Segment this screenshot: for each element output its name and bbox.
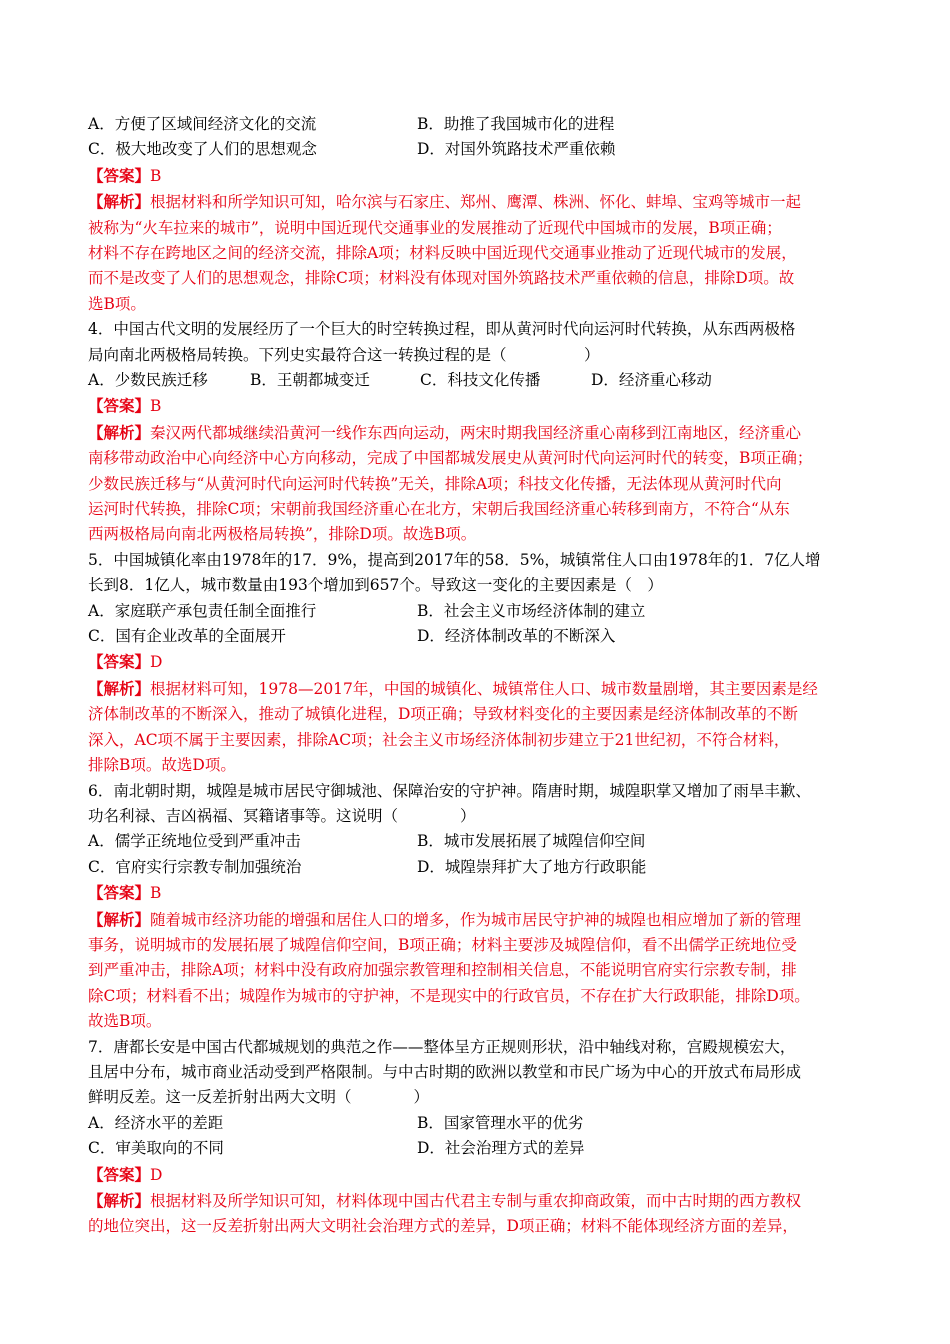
q3-answer bbox=[88, 163, 868, 189]
q6-analysis-line-4: 除C项；材料看不出；城隍作为城市的守护神，不是现实中的行政官员，不存在扩大行政职能，排除D项。 bbox=[88, 986, 810, 1005]
q5-analysis-line-1 bbox=[88, 676, 868, 702]
analysis-label: 【解析】 bbox=[88, 422, 151, 442]
q7-option-a: A．经济水平的差距 bbox=[88, 1113, 224, 1132]
q6-analysis-line-3: 到严重冲击，排除A项；材料中没有政府加强宗教管理和控制相关信息，不能说明官府实行宗教专制，排 bbox=[88, 961, 797, 980]
q6-option-b: B．城市发展拓展了城隍信仰空间 bbox=[417, 832, 646, 851]
answer-value: D bbox=[150, 653, 163, 672]
q3-analysis-line-4: 而不是改变了人们的思想观念，排除C项；材料没有体现对国外筑路技术严重依赖的信息，排除D项。故 bbox=[88, 269, 795, 288]
q3-option-d: D．对国外筑路技术严重依赖 bbox=[417, 140, 616, 159]
q7-option-b: B．国家管理水平的优劣 bbox=[417, 1113, 584, 1132]
q5-analysis-line-4: 排除B项。故选D项。 bbox=[88, 756, 236, 775]
analysis-text: 根据材料可知，1978—2017年，中国的城镇化、城镇常住人口、城市数量剧增，其主要因素是经 bbox=[150, 679, 818, 698]
analysis-label: 【解析】 bbox=[88, 192, 151, 212]
q6-options-row-1 bbox=[88, 829, 868, 854]
q7-stem-line-2: 且居中分布，城市商业活动受到严格限制。与中古时期的欧洲以教堂和市民广场为中心的开放式布局形成 bbox=[88, 1062, 802, 1081]
q6-analysis-line-1 bbox=[88, 907, 868, 933]
q6-stem-line-1: 6．南北朝时期，城隍是城市居民守御城池、保障治安的守护神。隋唐时期，城隍职掌又增加了雨旱丰歉、 bbox=[88, 781, 811, 800]
q6-analysis-line-5: 故选B项。 bbox=[88, 1012, 162, 1031]
analysis-label: 【解析】 bbox=[88, 909, 151, 929]
answer-value: D bbox=[150, 1165, 163, 1184]
page-content bbox=[88, 112, 868, 1240]
q5-option-d: D．经济体制改革的不断深入 bbox=[417, 627, 616, 646]
q7-answer bbox=[88, 1162, 868, 1188]
q4-analysis-line-5: 西两极格局向南北两极格局转换”，排除D项。故选B项。 bbox=[88, 525, 477, 544]
analysis-text: 根据材料和所学知识可知，哈尔滨与石家庄、郑州、鹰潭、株洲、怀化、蚌埠、宝鸡等城市一起 bbox=[150, 193, 802, 212]
q5-option-c: C．国有企业改革的全面展开 bbox=[88, 627, 286, 646]
analysis-label: 【解析】 bbox=[88, 678, 151, 698]
answer-label: 【答案】 bbox=[88, 1164, 151, 1184]
answer-label: 【答案】 bbox=[88, 883, 151, 903]
q4-stem-line-1: 4．中国古代文明的发展经历了一个巨大的时空转换过程，即从黄河时代向运河时代转换，从东西两极格 bbox=[88, 320, 796, 339]
q3-option-c: C．极大地改变了人们的思想观念 bbox=[88, 140, 317, 159]
q7-option-c: C．审美取向的不同 bbox=[88, 1139, 224, 1158]
q3-options-row-1 bbox=[88, 112, 868, 137]
q4-option-b: B．王朝都城变迁 bbox=[250, 371, 370, 390]
q5-answer bbox=[88, 649, 868, 675]
answer-value: B bbox=[150, 397, 162, 416]
q4-analysis-line-1 bbox=[88, 420, 868, 446]
analysis-text: 根据材料及所学知识可知，材料体现中国古代君主专制与重农抑商政策，而中古时期的西方教权 bbox=[150, 1191, 802, 1210]
q7-analysis-line-1 bbox=[88, 1188, 868, 1214]
q4-stem-line-2: 局向南北两极格局转换。下列史实最符合这一转换过程的是（ ） bbox=[88, 345, 600, 364]
q6-stem-line-2: 功名利禄、吉凶祸福、冥籍诸事等。这说明（ ） bbox=[88, 806, 476, 825]
q4-option-d: D．经济重心移动 bbox=[591, 371, 712, 390]
q5-option-b: B．社会主义市场经济体制的建立 bbox=[417, 601, 646, 620]
q5-analysis-line-2: 济体制改革的不断深入，推动了城镇化进程，D项正确；导致材料变化的主要因素是经济体制改革的不断 bbox=[88, 705, 798, 724]
q7-stem-line-1: 7．唐都长安是中国古代都城规划的典范之作——整体呈方正规则形状，沿中轴线对称，宫殿规模宏大， bbox=[88, 1037, 796, 1056]
q5-options-row-1 bbox=[88, 599, 868, 624]
analysis-text: 秦汉两代都城继续沿黄河一线作东西向运动，两宋时期我国经济重心南移到江南地区，经济重心 bbox=[150, 423, 802, 442]
q6-option-d: D．城隍崇拜扩大了地方行政职能 bbox=[417, 857, 647, 876]
q7-option-d: D．社会治理方式的差异 bbox=[417, 1139, 585, 1158]
q4-analysis-line-4: 运河时代转换，排除C项；宋朝前我国经济重心在北方，宋朝后我国经济重心转移到南方，不符合“从东 bbox=[88, 500, 790, 519]
q4-option-c: C．科技文化传播 bbox=[420, 371, 541, 390]
q7-analysis-line-2: 的地位突出，这一反差折射出两大文明社会治理方式的差异，D项正确；材料不能体现经济方面的差异， bbox=[88, 1217, 798, 1236]
q4-answer bbox=[88, 393, 868, 419]
q4-options-row bbox=[88, 368, 868, 393]
q5-options-row-2 bbox=[88, 624, 868, 649]
q6-answer bbox=[88, 880, 868, 906]
q6-option-c: C．官府实行宗教专制加强统治 bbox=[88, 857, 302, 876]
q7-options-row-2 bbox=[88, 1136, 868, 1161]
q3-analysis-line-2: 被称为“火车拉来的城市”，说明中国近现代交通事业的发展推动了近现代中国城市的发展，B项正确； bbox=[88, 218, 782, 237]
q3-analysis-line-3: 材料不存在跨地区之间的经济交流，排除A项；材料反映中国近现代交通事业推动了近现代城市的发展， bbox=[88, 244, 797, 262]
q7-stem-line-3: 鲜明反差。这一反差折射出两大文明（ ） bbox=[88, 1088, 430, 1107]
q6-analysis-line-2: 事务，说明城市的发展拓展了城隍信仰空间，B项正确；材料主要涉及城隍信仰，看不出儒学正统地位受 bbox=[88, 935, 797, 954]
q4-option-a: A．少数民族迁移 bbox=[88, 371, 208, 390]
q4-analysis-line-2: 南移带动政治中心向经济中心方向移动，完成了中国都城发展史从黄河时代向运河时代的转变，B项正确； bbox=[88, 449, 813, 468]
q6-option-a: A．儒学正统地位受到严重冲击 bbox=[88, 832, 301, 851]
answer-label: 【答案】 bbox=[88, 396, 151, 416]
q5-option-a: A．家庭联产承包责任制全面推行 bbox=[88, 601, 317, 620]
answer-value: B bbox=[150, 884, 162, 903]
q3-option-b: B．助推了我国城市化的进程 bbox=[417, 115, 615, 133]
q3-options-row-2 bbox=[88, 137, 868, 162]
answer-value: B bbox=[150, 166, 162, 185]
q7-options-row-1 bbox=[88, 1111, 868, 1136]
q3-option-a: A．方便了区域间经济文化的交流 bbox=[88, 115, 317, 133]
q4-analysis-line-3: 少数民族迁移与“从黄河时代向运河时代转换”无关，排除A项；科技文化传播，无法体现从黄河时代向 bbox=[88, 474, 782, 493]
q3-analysis-line-5: 选B项。 bbox=[88, 294, 146, 313]
q5-analysis-line-3: 深入，AC项不属于主要因素，排除AC项；社会主义市场经济体制初步建立于21世纪初，不符合材料， bbox=[88, 730, 790, 749]
answer-label: 【答案】 bbox=[88, 652, 151, 672]
q6-options-row-2 bbox=[88, 855, 868, 880]
analysis-text: 随着城市经济功能的增强和居住人口的增多，作为城市居民守护神的城隍也相应增加了新的管理 bbox=[150, 910, 802, 929]
q5-stem-line-1: 5．中国城镇化率由1978年的17．9%，提高到2017年的58．5%，城镇常住人口由1978年的1．7亿人增 bbox=[88, 550, 821, 569]
q5-stem-line-2: 长到8．1亿人，城市数量由193个增加到657个。导致这一变化的主要因素是（ ） bbox=[88, 576, 663, 595]
answer-label: 【答案】 bbox=[88, 165, 151, 185]
q3-analysis-line-1 bbox=[88, 189, 868, 215]
analysis-label: 【解析】 bbox=[88, 1190, 151, 1210]
